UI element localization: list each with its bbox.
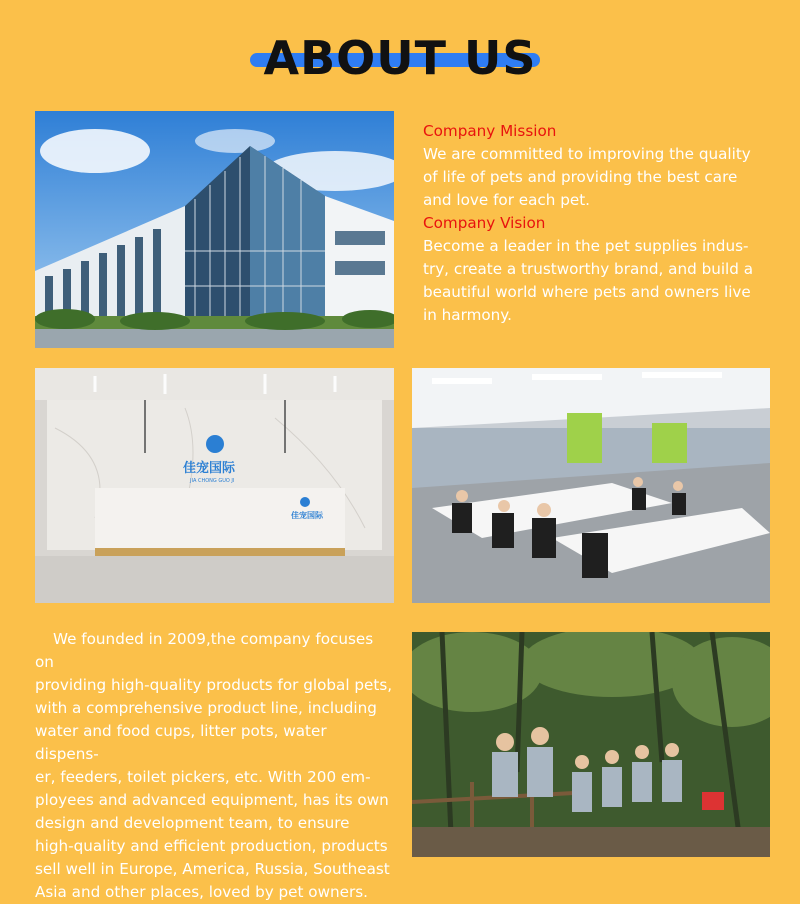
page-header [0, 32, 800, 84]
mission-heading: Company Mission [423, 122, 557, 140]
company-logo-icon [206, 435, 224, 453]
building-photo [35, 111, 394, 348]
story-line: providing high-quality products for global pets, [35, 676, 393, 694]
company-story [35, 628, 395, 904]
story-line: design and development team, to ensure [35, 814, 350, 832]
vision-line: in harmony. [423, 306, 512, 324]
team-photo [412, 632, 770, 857]
page-title: ABOUT US [263, 31, 537, 85]
story-line: with a comprehensive product line, including [35, 699, 377, 717]
mission-vision-block [423, 120, 763, 327]
story-line: er, feeders, toilet pickers, etc. With 200 em- [35, 768, 371, 786]
vision-line: try, create a trustworthy brand, and build a [423, 260, 754, 278]
reception-photo [35, 368, 394, 603]
company-logo-icon [300, 497, 310, 507]
desk-sign-text: 佳宠国际 [291, 511, 323, 520]
vision-line: beautiful world where pets and owners live [423, 283, 751, 301]
vision-line: Become a leader in the pet supplies indus- [423, 237, 749, 255]
story-line: Asia and other places, loved by pet owners. [35, 883, 368, 901]
vision-heading: Company Vision [423, 214, 546, 232]
story-line: ployees and advanced equipment, has its own [35, 791, 389, 809]
story-line: sell well in Europe, America, Russia, Southeast [35, 860, 390, 878]
reception-sign-en: JIA CHONG GUO JI [190, 478, 235, 484]
story-line: We founded in 2009,the company focuses on [35, 630, 374, 671]
mission-line: and love for each pet. [423, 191, 591, 209]
story-line: high-quality and efficient production, products [35, 837, 388, 855]
mission-line: of life of pets and providing the best care [423, 168, 738, 186]
reception-sign-text: 佳宠国际 [183, 461, 236, 476]
mission-line: We are committed to improving the quality [423, 145, 751, 163]
office-photo [412, 368, 770, 603]
story-line: water and food cups, litter pots, water dispens- [35, 722, 327, 763]
